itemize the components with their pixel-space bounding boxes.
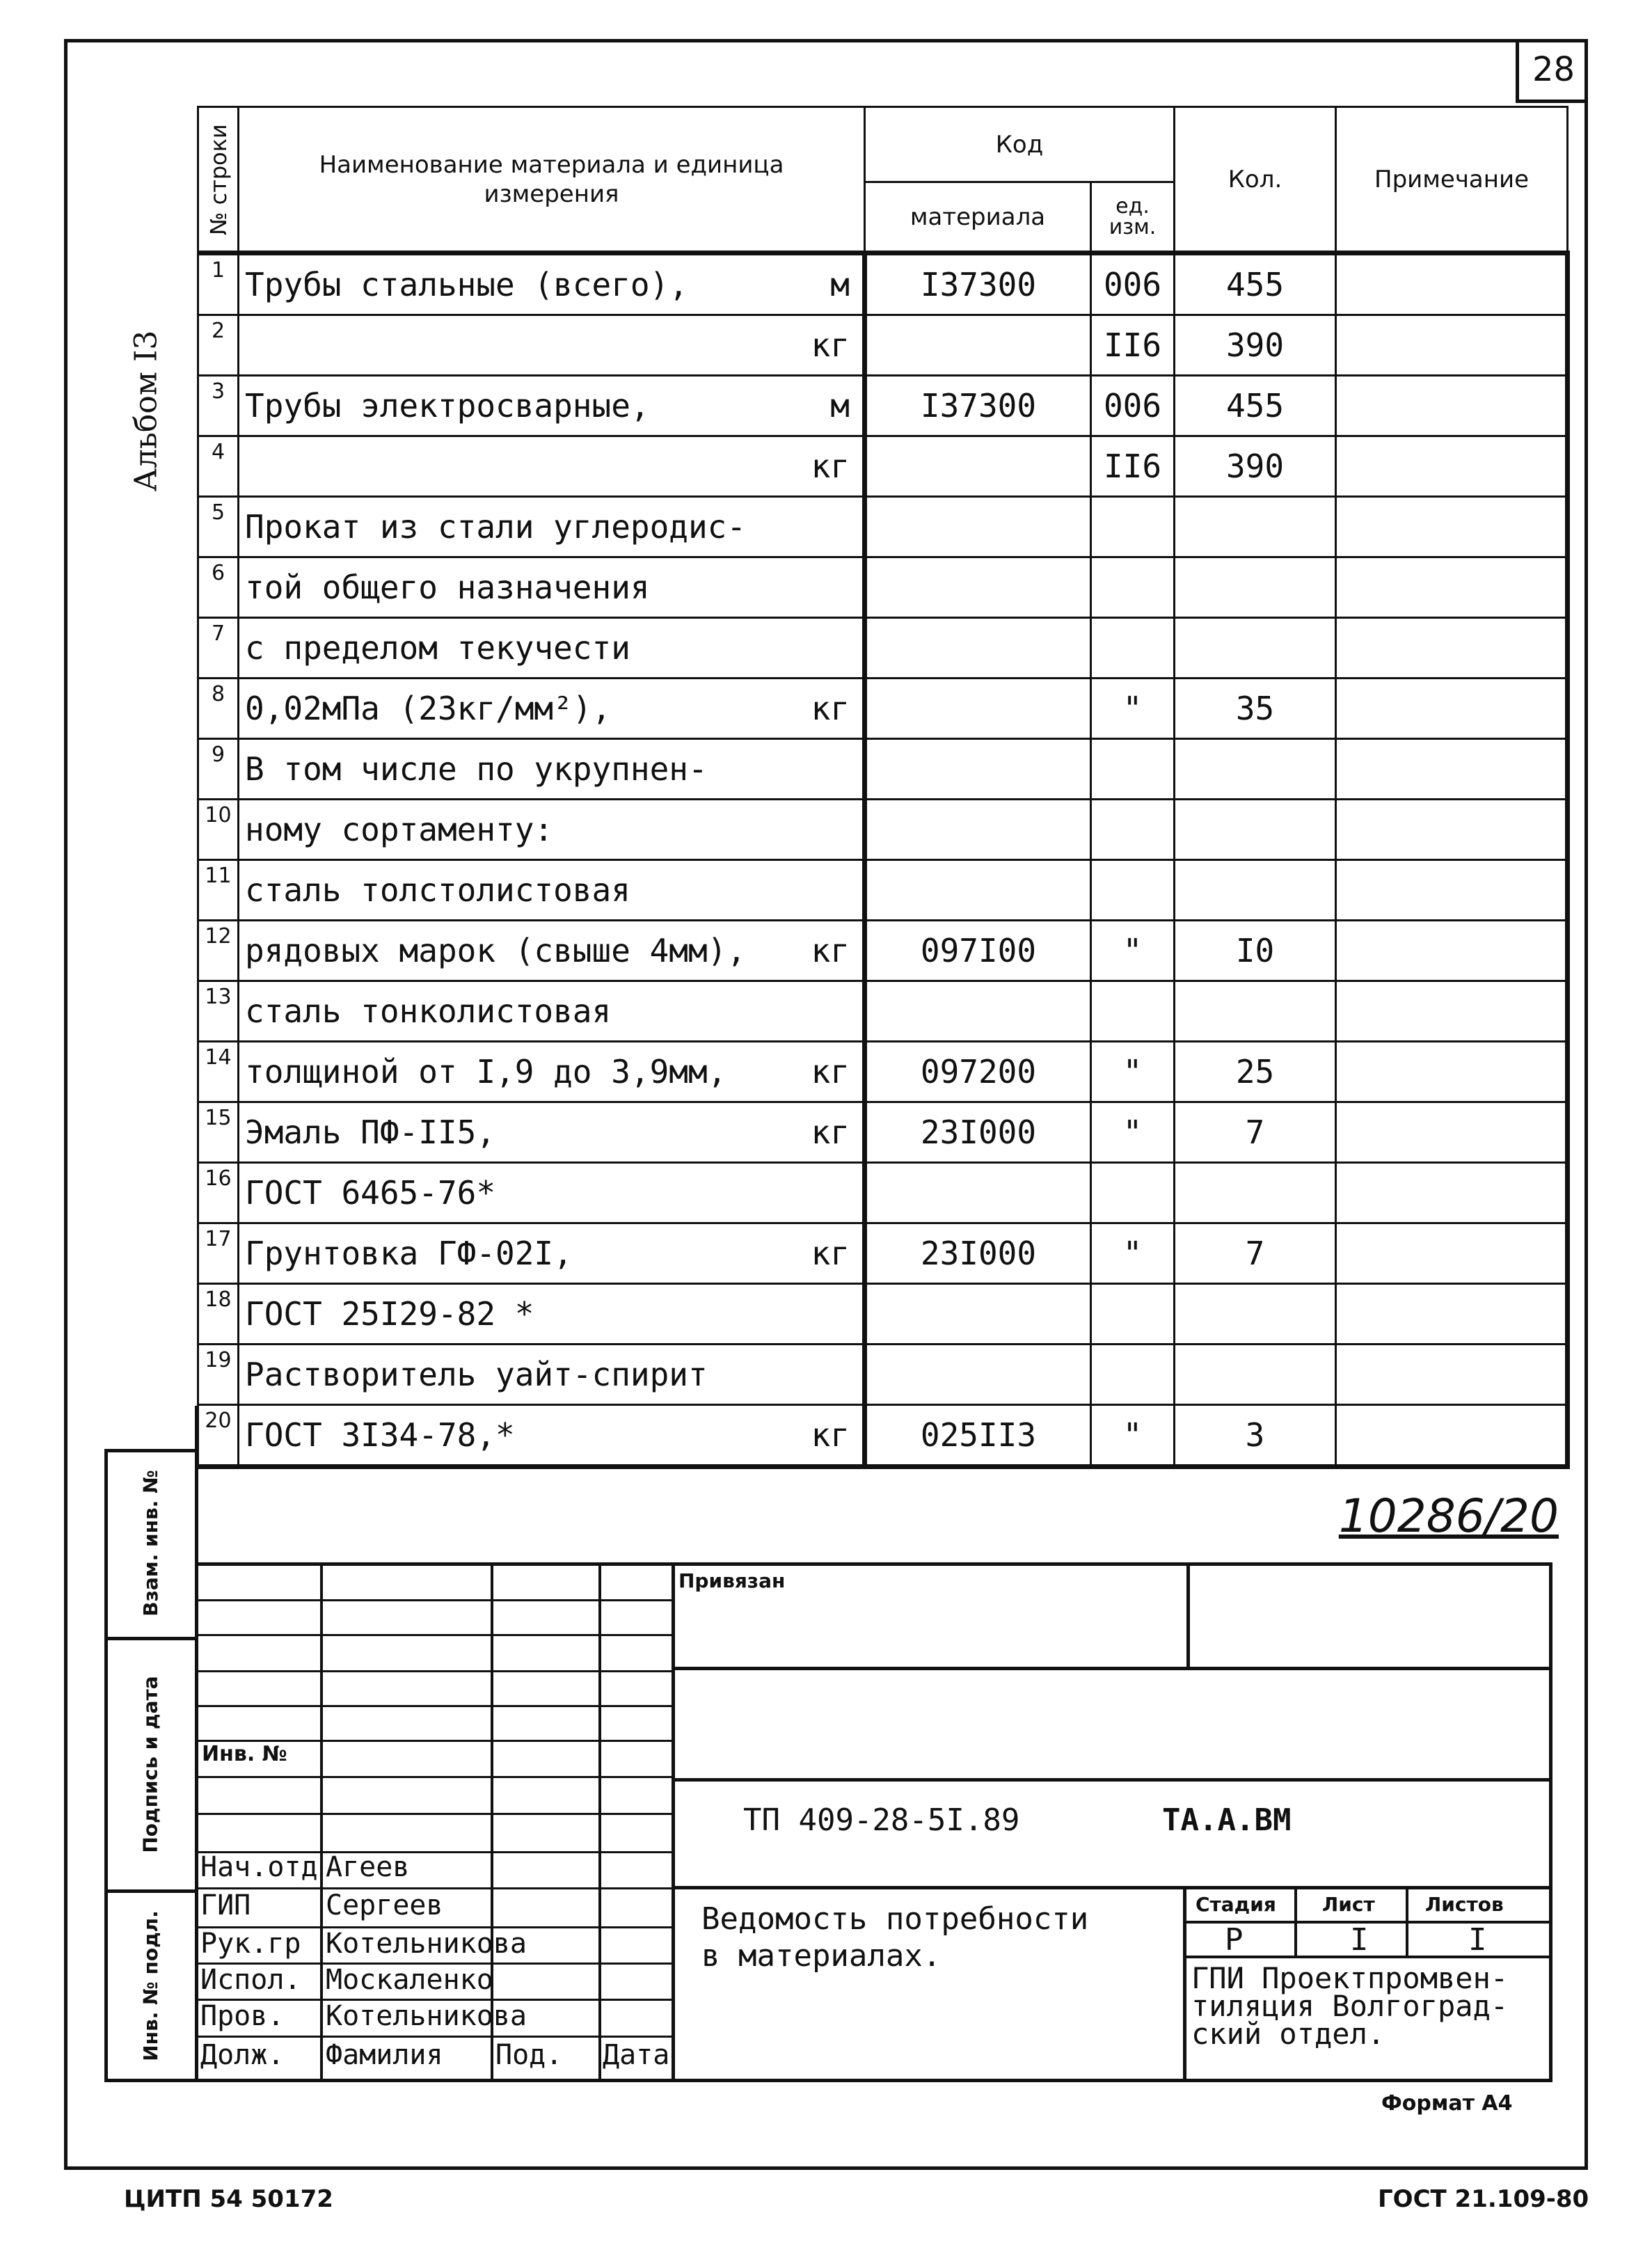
header-row-number: № строки: [198, 107, 239, 253]
material-name: [239, 1102, 865, 1163]
row-number: [198, 376, 239, 436]
unit-code-text: ": [1122, 690, 1143, 727]
tb-line-c: [672, 1886, 1552, 1889]
tb-mid-line: [672, 1562, 675, 2082]
row-number-text: 12: [205, 924, 232, 949]
unit-code: [1091, 436, 1175, 497]
material-code: [865, 497, 1091, 557]
unit-code: [1091, 376, 1175, 436]
note: [1336, 436, 1568, 497]
unit-text: кг: [811, 447, 850, 485]
registration-number: 10286/20: [1338, 1489, 1559, 1543]
material-code: [865, 1405, 1091, 1467]
quantity: [1175, 860, 1336, 921]
sig-row-1: [197, 1599, 672, 1601]
material-name-text: рядовых марок (свыше 4мм),: [245, 932, 747, 969]
staff-role: ГИП: [200, 1889, 251, 1921]
row-number: [198, 800, 239, 860]
sig-row-3: [197, 1670, 672, 1672]
material-name-text: В том числе по укрупнен-: [245, 750, 708, 788]
quantity-text: 7: [1245, 1235, 1265, 1272]
quantity-text: 390: [1225, 447, 1285, 485]
unit-code: [1091, 1284, 1175, 1345]
material-name-text: Прокат из стали углеродис-: [245, 508, 747, 546]
staff-name: Сергеев: [326, 1889, 443, 1921]
note: [1336, 376, 1568, 436]
quantity: [1175, 1042, 1336, 1102]
org-line2: тиляция Волгоград-: [1191, 1989, 1509, 2023]
row-number-text: 17: [205, 1227, 232, 1251]
material-code: [865, 253, 1091, 315]
sig-row-13: [197, 2036, 672, 2038]
staff-role: Нач.отд: [200, 1851, 318, 1883]
stage-label: Стадия: [1196, 1893, 1276, 1916]
row-number-text: 2: [211, 319, 225, 343]
unit-code-text: ": [1122, 1416, 1143, 1454]
row-number: [198, 618, 239, 679]
unit-text: м: [830, 266, 850, 303]
table-row: [198, 1345, 1568, 1405]
material-code: [865, 860, 1091, 921]
quantity: [1175, 1102, 1336, 1163]
row-number: [198, 1042, 239, 1102]
unit-code-text: II6: [1103, 447, 1162, 485]
unit-text: кг: [811, 1113, 850, 1151]
material-code-text: I37300: [920, 387, 1037, 425]
quantity-text: 3: [1245, 1416, 1265, 1454]
material-name-text: с пределом текучести: [245, 629, 630, 667]
row-number: [198, 315, 239, 376]
header-note: Примечание: [1336, 107, 1568, 253]
row-number: [198, 1345, 239, 1405]
material-name-text: Трубы стальные (всего),: [245, 266, 688, 303]
staff-role: Пров.: [200, 2000, 285, 2032]
row-number-text: 15: [205, 1106, 232, 1130]
material-name-text: Растворитель уайт-спирит: [245, 1356, 708, 1393]
header-qty: Кол.: [1175, 107, 1336, 253]
material-code: [865, 679, 1091, 739]
table-row: [198, 679, 1568, 739]
material-name-text: Грунтовка ГФ-02I,: [245, 1235, 573, 1272]
unit-code: [1091, 1405, 1175, 1467]
unit-code: [1091, 981, 1175, 1042]
row-number-text: 9: [211, 743, 225, 767]
note: [1336, 679, 1568, 739]
unit-code-text: 006: [1103, 387, 1162, 425]
row-number-text: 5: [211, 500, 225, 525]
sheets-label: Листов: [1425, 1893, 1504, 1916]
footer-left: ЦИТП 54 50172: [124, 2185, 333, 2213]
col-date: Дата: [603, 2039, 670, 2071]
material-name: [239, 376, 865, 436]
note: [1336, 315, 1568, 376]
note: [1336, 1405, 1568, 1467]
row-number: [198, 679, 239, 739]
quantity: [1175, 1345, 1336, 1405]
material-name: [239, 981, 865, 1042]
table-row: [198, 860, 1568, 921]
row-number: [198, 1163, 239, 1223]
material-name: [239, 1345, 865, 1405]
material-name: [239, 800, 865, 860]
note: [1336, 1042, 1568, 1102]
material-name-text: ГОСТ 25I29-82 *: [245, 1295, 534, 1333]
doc-title-line2: в материалах.: [701, 1938, 942, 1974]
quantity-text: 455: [1225, 266, 1285, 303]
org-line1: ГПИ Проектпромвен-: [1191, 1961, 1509, 1995]
privyazan-label: Привязан: [678, 1569, 786, 1592]
row-number-text: 20: [205, 1409, 232, 1433]
note: [1336, 1284, 1568, 1345]
unit-code: [1091, 497, 1175, 557]
material-code: [865, 981, 1091, 1042]
material-name: [239, 1163, 865, 1223]
page-number: 28: [1516, 39, 1588, 103]
col-sign: Под.: [495, 2039, 563, 2071]
row-number-text: 3: [211, 379, 225, 404]
unit-code: [1091, 679, 1175, 739]
header-name: Наименование материала и единица измерения: [239, 107, 865, 253]
row-number-text: 16: [205, 1166, 232, 1191]
quantity: [1175, 315, 1336, 376]
table-row: [198, 1223, 1568, 1284]
unit-code: [1091, 557, 1175, 618]
unit-code: [1091, 618, 1175, 679]
sheet-value: I: [1350, 1922, 1369, 1958]
quantity: [1175, 497, 1336, 557]
tb-line-a: [672, 1667, 1552, 1670]
note: [1336, 1345, 1568, 1405]
unit-text: м: [830, 387, 850, 425]
material-code: [865, 376, 1091, 436]
table-row: [198, 921, 1568, 981]
table-row: [198, 557, 1568, 618]
material-name: [239, 557, 865, 618]
staff-role: Испол.: [200, 1964, 301, 1996]
tb-privyazan-split: [1186, 1562, 1190, 1668]
tb-line-b: [672, 1778, 1552, 1782]
org-line3: ский отдел.: [1191, 2017, 1385, 2051]
material-code-text: I37300: [920, 266, 1037, 303]
material-name: [239, 436, 865, 497]
unit-code: [1091, 253, 1175, 315]
row-number: [198, 1284, 239, 1345]
unit-code-text: ": [1122, 932, 1143, 969]
unit-code-text: II6: [1103, 326, 1162, 364]
quantity: [1175, 376, 1336, 436]
quantity-text: 455: [1225, 387, 1285, 425]
col-role: Долж.: [200, 2039, 285, 2071]
table-row: [198, 315, 1568, 376]
material-name: [239, 253, 865, 315]
quantity: [1175, 1284, 1336, 1345]
note: [1336, 557, 1568, 618]
material-code: [865, 1223, 1091, 1284]
album-label: Альбом I3: [128, 330, 164, 491]
table-row: [198, 981, 1568, 1042]
label-inv-podl: Инв. № подл.: [138, 1910, 162, 2061]
unit-code: [1091, 1042, 1175, 1102]
material-name-text: толщиной от I,9 до 3,9мм,: [245, 1053, 727, 1091]
quantity: [1175, 1405, 1336, 1467]
table-row: [198, 376, 1568, 436]
tb-top-line: [197, 1562, 1552, 1566]
material-name-text: сталь тонколистовая: [245, 992, 612, 1030]
material-code-text: 23I000: [920, 1235, 1037, 1272]
unit-code-text: ": [1122, 1235, 1143, 1272]
material-name: [239, 921, 865, 981]
row-number: [198, 557, 239, 618]
unit-code-text: 006: [1103, 266, 1162, 303]
sig-row-6: [197, 1776, 672, 1778]
unit-text: кг: [811, 690, 850, 727]
note: [1336, 981, 1568, 1042]
material-code: [865, 1345, 1091, 1405]
unit-text: кг: [811, 1416, 850, 1454]
material-name: [239, 679, 865, 739]
label-vzam: Взам. инв. №: [138, 1469, 162, 1617]
quantity-text: 25: [1235, 1053, 1275, 1091]
material-name: [239, 497, 865, 557]
doc-code: ТП 409-28-5I.89: [743, 1802, 1020, 1838]
table-row: [198, 1284, 1568, 1345]
doc-title-line1: Ведомость потребности: [701, 1901, 1089, 1937]
row-number-text: 11: [205, 864, 232, 888]
row-number-text: 7: [211, 621, 225, 646]
table-row: [198, 497, 1568, 557]
table-row: [198, 1042, 1568, 1102]
material-code: [865, 800, 1091, 860]
row-number: [198, 497, 239, 557]
header-code-unit: ед. изм.: [1091, 182, 1175, 253]
row-number-text: 19: [205, 1348, 232, 1372]
note: [1336, 253, 1568, 315]
tb-stage-split2: [1406, 1886, 1408, 1956]
material-name-text: Трубы электросварные,: [245, 387, 650, 425]
unit-code: [1091, 1102, 1175, 1163]
material-code: [865, 436, 1091, 497]
tb-right-line: [1549, 1562, 1552, 2082]
material-name: [239, 860, 865, 921]
unit-code: [1091, 739, 1175, 800]
staff-name: Котельникова: [326, 1928, 527, 1960]
note: [1336, 921, 1568, 981]
note: [1336, 860, 1568, 921]
quantity-text: 7: [1245, 1113, 1265, 1151]
quantity: [1175, 618, 1336, 679]
row-number: [198, 1223, 239, 1284]
quantity-text: 35: [1235, 690, 1275, 727]
row-number: [198, 860, 239, 921]
sig-row-4: [197, 1705, 672, 1707]
quantity-text: 390: [1225, 326, 1285, 364]
material-code: [865, 1284, 1091, 1345]
sig-col-1: [320, 1562, 323, 2081]
row-number-text: 4: [211, 440, 225, 464]
material-code: [865, 921, 1091, 981]
material-name: [239, 1284, 865, 1345]
col-name: Фамилия: [326, 2039, 443, 2071]
row-number: [198, 1102, 239, 1163]
tb-org-split: [1183, 1886, 1186, 2081]
sig-col-3: [598, 1562, 601, 2081]
material-code-text: 097I00: [920, 932, 1037, 969]
unit-code: [1091, 315, 1175, 376]
quantity: [1175, 253, 1336, 315]
sig-row-2: [197, 1634, 672, 1636]
table-row: [198, 618, 1568, 679]
row-number: [198, 1405, 239, 1467]
note: [1336, 800, 1568, 860]
unit-code: [1091, 800, 1175, 860]
quantity: [1175, 557, 1336, 618]
row-number: [198, 436, 239, 497]
staff-role: Рук.гр: [200, 1928, 301, 1960]
sheets-value: I: [1468, 1922, 1487, 1958]
row-number-text: 8: [211, 682, 225, 706]
staff-name: Котельникова: [326, 2000, 527, 2032]
quantity: [1175, 436, 1336, 497]
material-name-text: сталь толстолистовая: [245, 871, 630, 909]
quantity: [1175, 1223, 1336, 1284]
material-code: [865, 315, 1091, 376]
header-code: Код: [865, 107, 1175, 182]
note: [1336, 618, 1568, 679]
tb-stage-split1: [1294, 1886, 1297, 1956]
doc-suffix: ТА.А.ВМ: [1162, 1802, 1292, 1838]
unit-code: [1091, 921, 1175, 981]
material-name: [239, 618, 865, 679]
unit-code: [1091, 1163, 1175, 1223]
unit-text: кг: [811, 932, 850, 969]
header-code-material: материала: [865, 182, 1091, 253]
row-number-text: 14: [205, 1045, 232, 1070]
row-number-text: 10: [205, 803, 232, 827]
table-row: [198, 253, 1568, 315]
table-row: [198, 1405, 1568, 1467]
material-name: [239, 1223, 865, 1284]
row-number: [198, 921, 239, 981]
quantity: [1175, 679, 1336, 739]
inv-no-label: Инв. №: [202, 1742, 287, 1766]
material-code-text: 025II3: [920, 1416, 1037, 1454]
material-code-text: 23I000: [920, 1113, 1037, 1151]
material-name-text: той общего назначения: [245, 569, 650, 606]
note: [1336, 1163, 1568, 1223]
unit-code-text: ": [1122, 1113, 1143, 1151]
material-name-text: ному сортаменту:: [245, 811, 554, 848]
table-row: [198, 800, 1568, 860]
table-row: [198, 739, 1568, 800]
label-podpis: Подпись и дата: [138, 1675, 162, 1853]
sig-row-7: [197, 1813, 672, 1815]
stage-value: Р: [1225, 1922, 1244, 1958]
table-row: [198, 1163, 1568, 1223]
material-name: [239, 739, 865, 800]
material-name: [239, 315, 865, 376]
quantity: [1175, 800, 1336, 860]
note: [1336, 739, 1568, 800]
material-code: [865, 1042, 1091, 1102]
unit-text: кг: [811, 1053, 850, 1091]
note: [1336, 497, 1568, 557]
material-code: [865, 739, 1091, 800]
quantity-text: I0: [1235, 932, 1275, 969]
material-code: [865, 1102, 1091, 1163]
material-name-text: Эмаль ПФ-II5,: [245, 1113, 496, 1151]
quantity: [1175, 739, 1336, 800]
unit-text: кг: [811, 1235, 850, 1272]
footer-right: ГОСТ 21.109-80: [1378, 2185, 1589, 2213]
staff-name: Агеев: [326, 1851, 410, 1883]
material-name: [239, 1042, 865, 1102]
quantity: [1175, 1163, 1336, 1223]
material-name-text: ГОСТ 6465-76*: [245, 1174, 496, 1212]
materials-table: [197, 106, 1570, 1469]
strip-right-line: [195, 1406, 198, 2082]
note: [1336, 1102, 1568, 1163]
format-label: Формат А4: [1381, 2091, 1513, 2116]
quantity: [1175, 981, 1336, 1042]
row-number-text: 13: [205, 985, 232, 1009]
staff-name: Москаленко: [326, 1964, 493, 1996]
row-number: [198, 981, 239, 1042]
material-name-text: ГОСТ 3I34-78,*: [245, 1416, 515, 1454]
unit-code: [1091, 1223, 1175, 1284]
row-number-text: 6: [211, 561, 225, 585]
row-number: [198, 739, 239, 800]
material-code-text: 097200: [920, 1053, 1037, 1091]
unit-code: [1091, 860, 1175, 921]
materials-rows: [198, 253, 1568, 1467]
material-code: [865, 618, 1091, 679]
row-number-text: 18: [205, 1287, 232, 1312]
unit-code: [1091, 1345, 1175, 1405]
row-number-text: 1: [211, 258, 225, 283]
sheet-label: Лист: [1322, 1893, 1375, 1916]
table-row: [198, 1102, 1568, 1163]
unit-text: кг: [811, 326, 850, 364]
material-code: [865, 1163, 1091, 1223]
material-name-text: 0,02мПа (23кг/мм²),: [245, 690, 612, 727]
unit-code-text: ": [1122, 1053, 1143, 1091]
quantity: [1175, 921, 1336, 981]
row-number: [198, 253, 239, 315]
material-name: [239, 1405, 865, 1467]
note: [1336, 1223, 1568, 1284]
table-row: [198, 436, 1568, 497]
material-code: [865, 557, 1091, 618]
